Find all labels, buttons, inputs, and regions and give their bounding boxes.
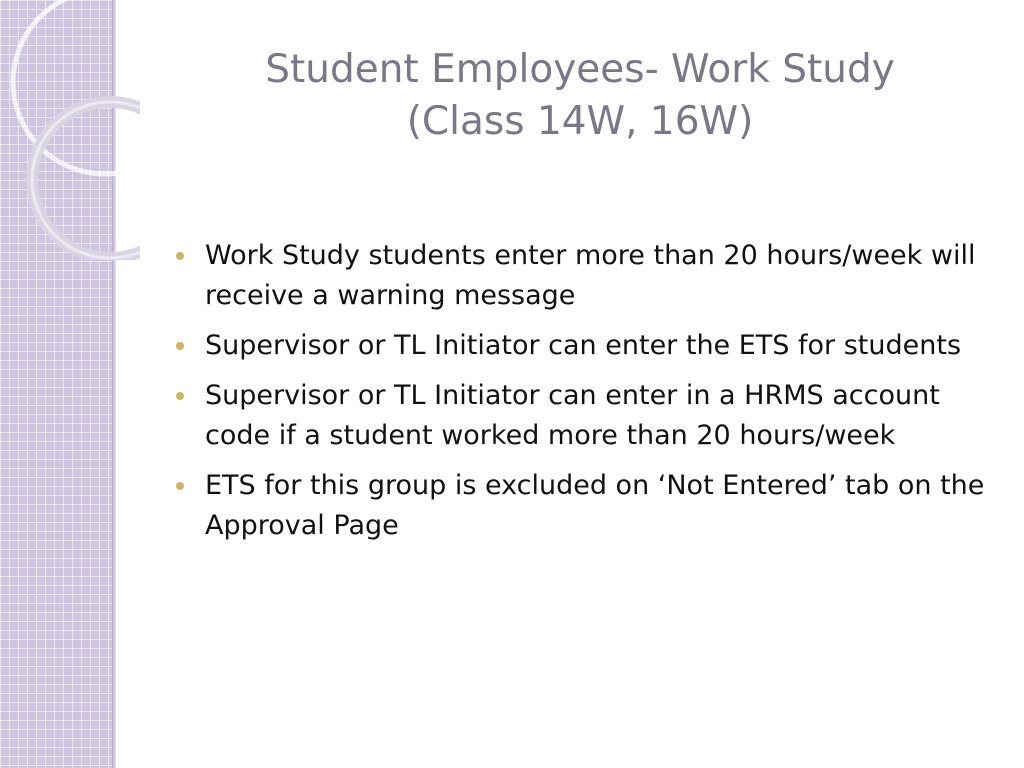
bullet-dot-icon [176, 252, 184, 260]
bullet-dot-icon [176, 482, 184, 490]
slide-title [160, 44, 1000, 148]
bullet-text: Supervisor or TL Initiator can enter the ETS for students [205, 330, 962, 361]
slide-title-line-2: (Class 14W, 16W) [406, 99, 754, 144]
bullet-dot-icon [176, 392, 184, 400]
bullet-item [172, 236, 992, 316]
slide-title-line-1: Student Employees- Work Study [265, 47, 895, 92]
bullet-dot-icon [176, 342, 184, 350]
bullet-text: ETS for this group is excluded on ‘Not Entered’ tab on the Approval Page [205, 470, 985, 541]
bullet-item [172, 376, 992, 456]
bullet-list [172, 236, 992, 556]
bullet-item [172, 326, 992, 366]
decorative-circles [0, 0, 140, 260]
bullet-text: Work Study students enter more than 20 hours/week will receive a warning message [205, 240, 976, 311]
bullet-text: Supervisor or TL Initiator can enter in a HRMS account code if a student worked more than 20 hours/week [205, 380, 940, 451]
bullet-item [172, 466, 992, 546]
